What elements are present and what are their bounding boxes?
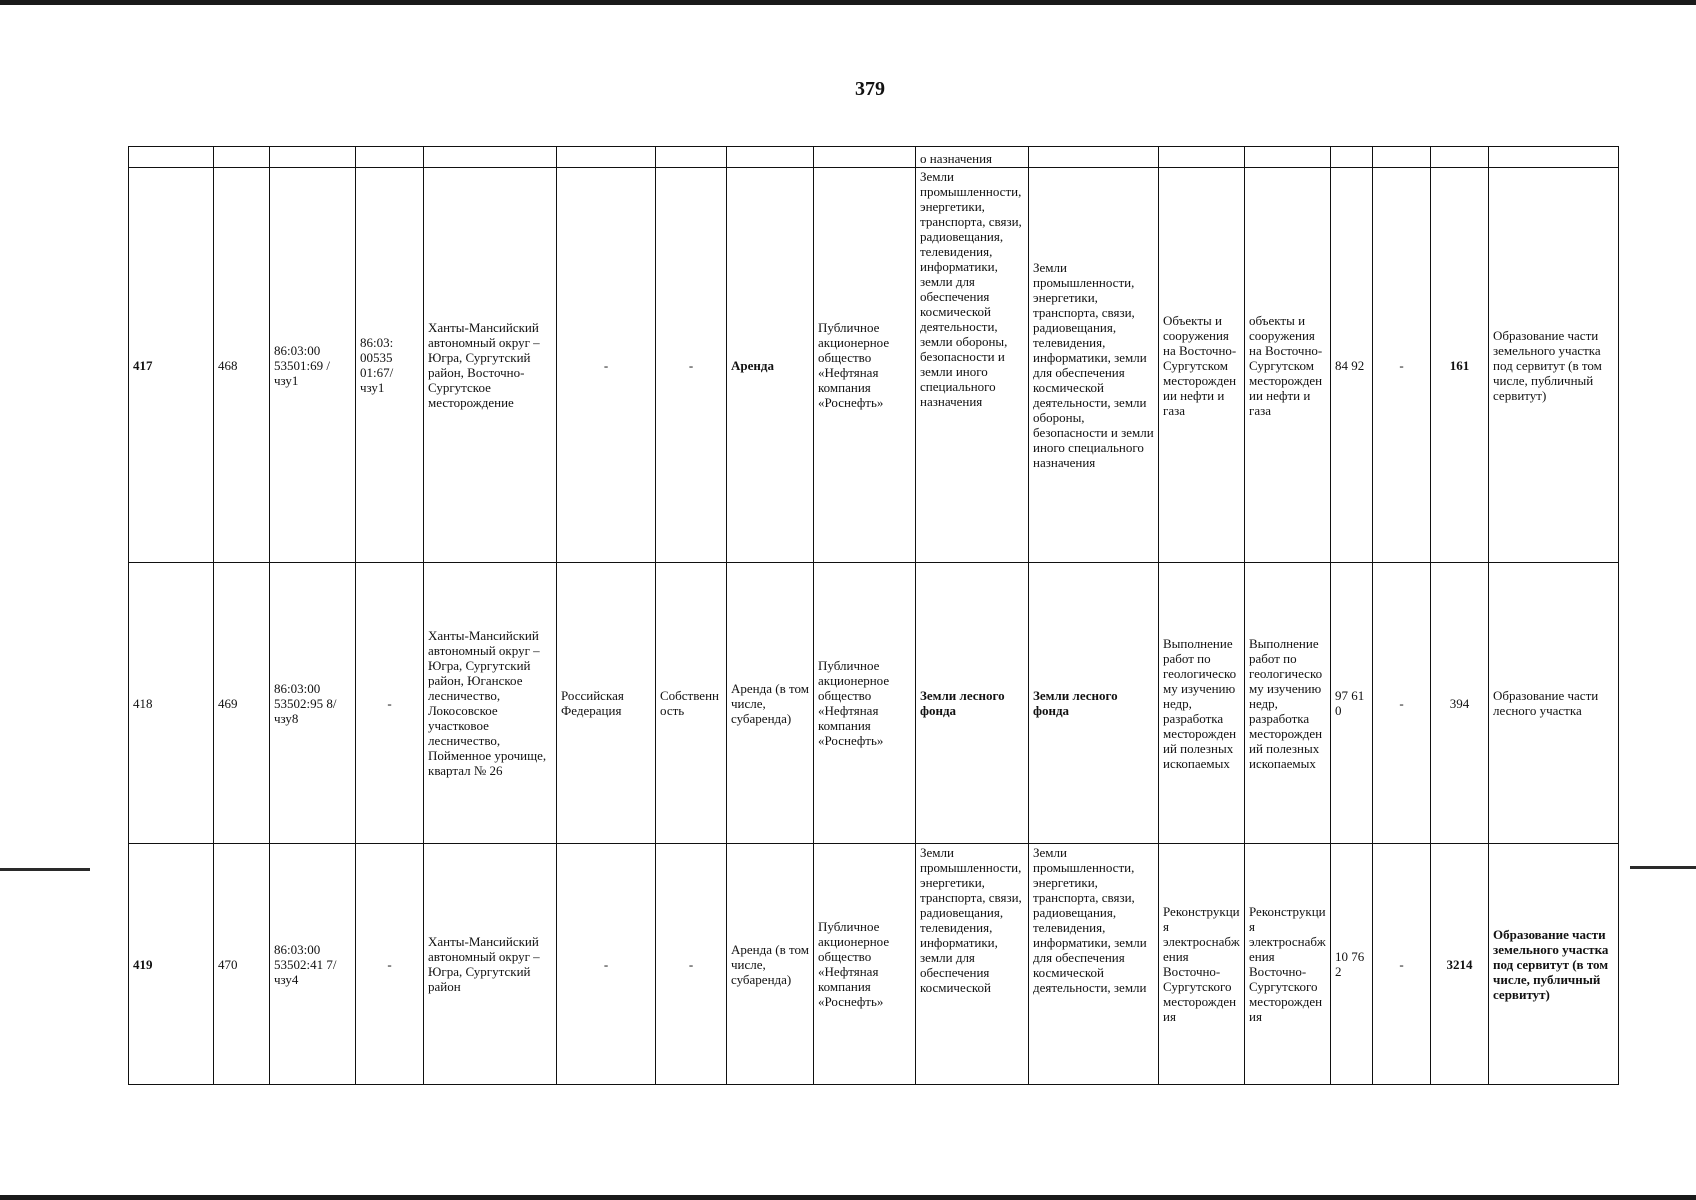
parent-cadastral-number: - xyxy=(356,844,424,1085)
encumbrance-cell: Аренда (в том числе, субаренда) xyxy=(727,563,814,844)
dash-cell: - xyxy=(1373,563,1431,844)
row-number: 419 xyxy=(129,844,214,1085)
dash-cell: - xyxy=(1373,168,1431,563)
parent-cadastral-number: 86:03: 00535 01:67/ чзу1 xyxy=(356,168,424,563)
scan-border-top xyxy=(0,0,1696,5)
right-type-cell: - xyxy=(656,844,727,1085)
cadastral-number: 86:03:00 53501:69 /чзу1 xyxy=(270,168,356,563)
right-type-cell: - xyxy=(656,168,727,563)
row-index: 468 xyxy=(214,168,270,563)
area-cell: 10 76 2 xyxy=(1331,844,1373,1085)
cadastral-number: 86:03:00 53502:95 8/чзу8 xyxy=(270,563,356,844)
tenant-cell: Публичное акционерное общество «Нефтяная компания «Роснефть» xyxy=(814,168,916,563)
action-cell: Образование части лесного участка xyxy=(1489,563,1619,844)
table-row xyxy=(129,844,1619,1085)
scan-edge-mark-right xyxy=(1630,866,1696,869)
table-row xyxy=(129,563,1619,844)
scan-border-bottom xyxy=(0,1195,1696,1200)
owner-cell: - xyxy=(557,168,656,563)
row-index: 470 xyxy=(214,844,270,1085)
encumbrance-cell: Аренда (в том числе, субаренда) xyxy=(727,844,814,1085)
land-register-table xyxy=(128,146,1619,1085)
cadastral-number: 86:03:00 53502:41 7/чзу4 xyxy=(270,844,356,1085)
permitted-use-cell-2: Реконструкция электроснабжения Восточно-Сургутского месторождения xyxy=(1245,844,1331,1085)
page-number: 379 xyxy=(855,78,885,100)
table-row xyxy=(129,168,1619,563)
encumbrance-cell: Аренда xyxy=(727,168,814,563)
row-number: 417 xyxy=(129,168,214,563)
parent-cadastral-number: - xyxy=(356,563,424,844)
permitted-use-cell: Реконструкция электроснабжения Восточно-Сургутского месторождения xyxy=(1159,844,1245,1085)
area-cell: 84 92 xyxy=(1331,168,1373,563)
land-category-cell: Земли промышленности, энергетики, транспорта, связи, радиовещания, телевидения, информатики, земли для обеспечения космической деятельности, земли обороны, безопасности и земли иного специального назначения xyxy=(916,168,1029,563)
continuation-row xyxy=(129,147,1619,168)
owner-cell: Российская Федерация xyxy=(557,563,656,844)
area-cell: 97 61 0 xyxy=(1331,563,1373,844)
land-category-cell-2: Земли промышленности, энергетики, транспорта, связи, радиовещания, телевидения, информатики, земли для обеспечения космической деятельности, земли обороны, безопасности и земли иного специального назначения xyxy=(1029,168,1159,563)
owner-cell: - xyxy=(557,844,656,1085)
tenant-cell: Публичное акционерное общество «Нефтяная компания «Роснефть» xyxy=(814,563,916,844)
land-category-cell-2: Земли лесного фонда xyxy=(1029,563,1159,844)
sum-cell: 394 xyxy=(1431,563,1489,844)
permitted-use-cell-2: Выполнение работ по геологическому изучению недр, разработка месторождений полезных ископаемых xyxy=(1245,563,1331,844)
action-cell: Образование части земельного участка под сервитут (в том числе, публичный сервитут) xyxy=(1489,168,1619,563)
permitted-use-cell-2: объекты и сооружения на Восточно-Сургутском месторождении нефти и газа xyxy=(1245,168,1331,563)
sum-cell: 161 xyxy=(1431,168,1489,563)
land-category-cell: Земли лесного фонда xyxy=(916,563,1029,844)
permitted-use-cell: Объекты и сооружения на Восточно-Сургутском месторождении нефти и газа xyxy=(1159,168,1245,563)
row-number: 418 xyxy=(129,563,214,844)
row-index: 469 xyxy=(214,563,270,844)
permitted-use-cell: Выполнение работ по геологическому изучению недр, разработка месторождений полезных ископаемых xyxy=(1159,563,1245,844)
scan-edge-mark-left xyxy=(0,868,90,871)
location-cell: Ханты-Мансийский автономный округ – Югра, Сургутский район, Юганское лесничество, Локосовское участковое лесничество, Пойменное урочище, квартал № 26 xyxy=(424,563,557,844)
dash-cell: - xyxy=(1373,844,1431,1085)
right-type-cell: Собственность xyxy=(656,563,727,844)
continuation-category-cell: о назначения xyxy=(916,147,1029,168)
location-cell: Ханты-Мансийский автономный округ – Югра, Сургутский район, Восточно-Сургутское месторождение xyxy=(424,168,557,563)
land-category-cell: Земли промышленности, энергетики, транспорта, связи, радиовещания, телевидения, информатики, земли для обеспечения космической xyxy=(916,844,1029,1085)
land-category-cell-2: Земли промышленности, энергетики, транспорта, связи, радиовещания, телевидения, информатики, земли для обеспечения космической деятельности, земли xyxy=(1029,844,1159,1085)
location-cell: Ханты-Мансийский автономный округ – Югра, Сургутский район xyxy=(424,844,557,1085)
sum-cell: 3214 xyxy=(1431,844,1489,1085)
action-cell: Образование части земельного участка под сервитут (в том числе, публичный сервитут) xyxy=(1489,844,1619,1085)
tenant-cell: Публичное акционерное общество «Нефтяная компания «Роснефть» xyxy=(814,844,916,1085)
